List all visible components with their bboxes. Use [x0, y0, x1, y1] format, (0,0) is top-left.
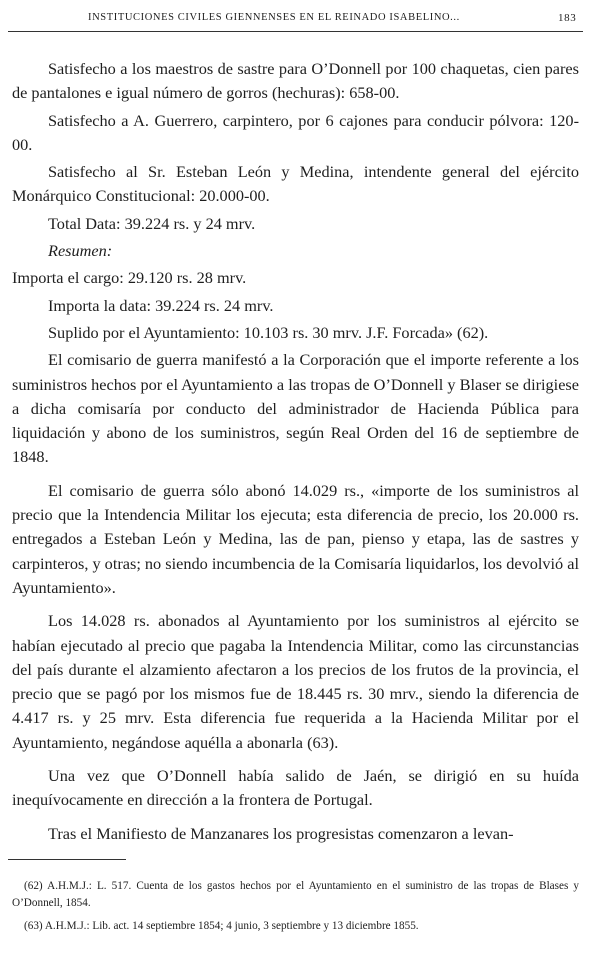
footnote-rule — [8, 859, 126, 860]
paragraph-importa-cargo: Importa el cargo: 29.120 rs. 28 mrv. — [12, 268, 247, 288]
running-title: INSTITUCIONES CIVILES GIENNENSES EN EL REINADO ISABELINO... — [88, 12, 460, 23]
paragraph-leon-medina: Satisfecho al Sr. Esteban León y Medina, intendente general del ejército Monárquico Constitucional: 20.000-00. — [12, 162, 579, 206]
paragraph-manifiesto: Tras el Manifiesto de Manzanares los progresistas comenzaron a levan- — [48, 823, 514, 843]
paragraph-abonados: Los 14.028 rs. abonados al Ayuntamiento por los suministros al ejército se habían ejecutado al precio que pagaba la Intendencia Militar, como las circunstancias del país durante el alzamiento afectaron a los precios de los frutos de la provincia, el precio que se pagó por los mismos fue de 18.445 rs. 30 mrv., siendo la diferencia de 4.417 rs. y 25 mrv. Esta diferencia fue requerida a la Hacienda Militar por el Ayuntamiento, negándose aquélla a abonarla (63). — [12, 611, 579, 752]
section-heading-resumen — [12, 239, 579, 263]
paragraph-suplido: Suplido por el Ayuntamiento: 10.103 rs. 30 mrv. J.F. Forcada» (62). — [48, 322, 489, 342]
header-rule — [8, 31, 583, 32]
paragraph-total-data: Total Data: 39.224 rs. y 24 mrv. — [48, 213, 256, 233]
resumen-label: Resumen: — [48, 241, 113, 261]
paragraph-comisario-manifesto: El comisario de guerra manifestó a la Corporación que el importe referente a los suministros hechos por el Ayuntamiento a las tropas de O’Donnell y Blaser se dirigiese a dicha comisaría por conducto del administrador de Hacienda Pública para liquidación y abono de los suministros, según Real Orden del 16 de septiembre de 1848. — [12, 350, 579, 467]
paragraph-importa-data: Importa la data: 39.224 rs. 24 mrv. — [48, 295, 274, 315]
paragraph-comisario-abono: El comisario de guerra sólo abonó 14.029 rs., «importe de los suministros al precio que la Intendencia Militar los ejecuta; esta diferencia de precio, los 20.000 rs. entregados a Esteban León y Medina, las de pan, pienso y etapa, las de sastres y carpinteros, y otras; no siendo incumbencia de la Comisaría liquidarlos, los devolvió al Ayuntamiento». — [12, 480, 579, 597]
paragraph-sastres: Satisfecho a los maestros de sastre para O’Donnell por 100 chaquetas, cien pares de pantalones e igual número de gorros (hechuras): 658-00. — [12, 59, 579, 103]
running-header — [0, 8, 591, 30]
paragraph-odonnell-jaen: Una vez que O’Donnell había salido de Jaén, se dirigió en su huída inequívocamente en dirección a la frontera de Portugal. — [12, 766, 579, 810]
footnote-62: (62) A.H.M.J.: L. 517. Cuenta de los gastos hechos por el Ayuntamiento en el suministro de las tropas de Blases y O’Donnell, 1854. — [12, 880, 579, 909]
footnotes — [12, 878, 579, 941]
footnote-63: (63) A.H.M.J.: Lib. act. 14 septiembre 1854; 4 junio, 3 septiembre y 13 diciembre 1855. — [24, 920, 419, 932]
page-number: 183 — [558, 12, 577, 24]
paragraph-guerrero: Satisfecho a A. Guerrero, carpintero, por 6 cajones para conducir pólvora: 120-00. — [12, 110, 579, 154]
main-text — [12, 57, 579, 846]
